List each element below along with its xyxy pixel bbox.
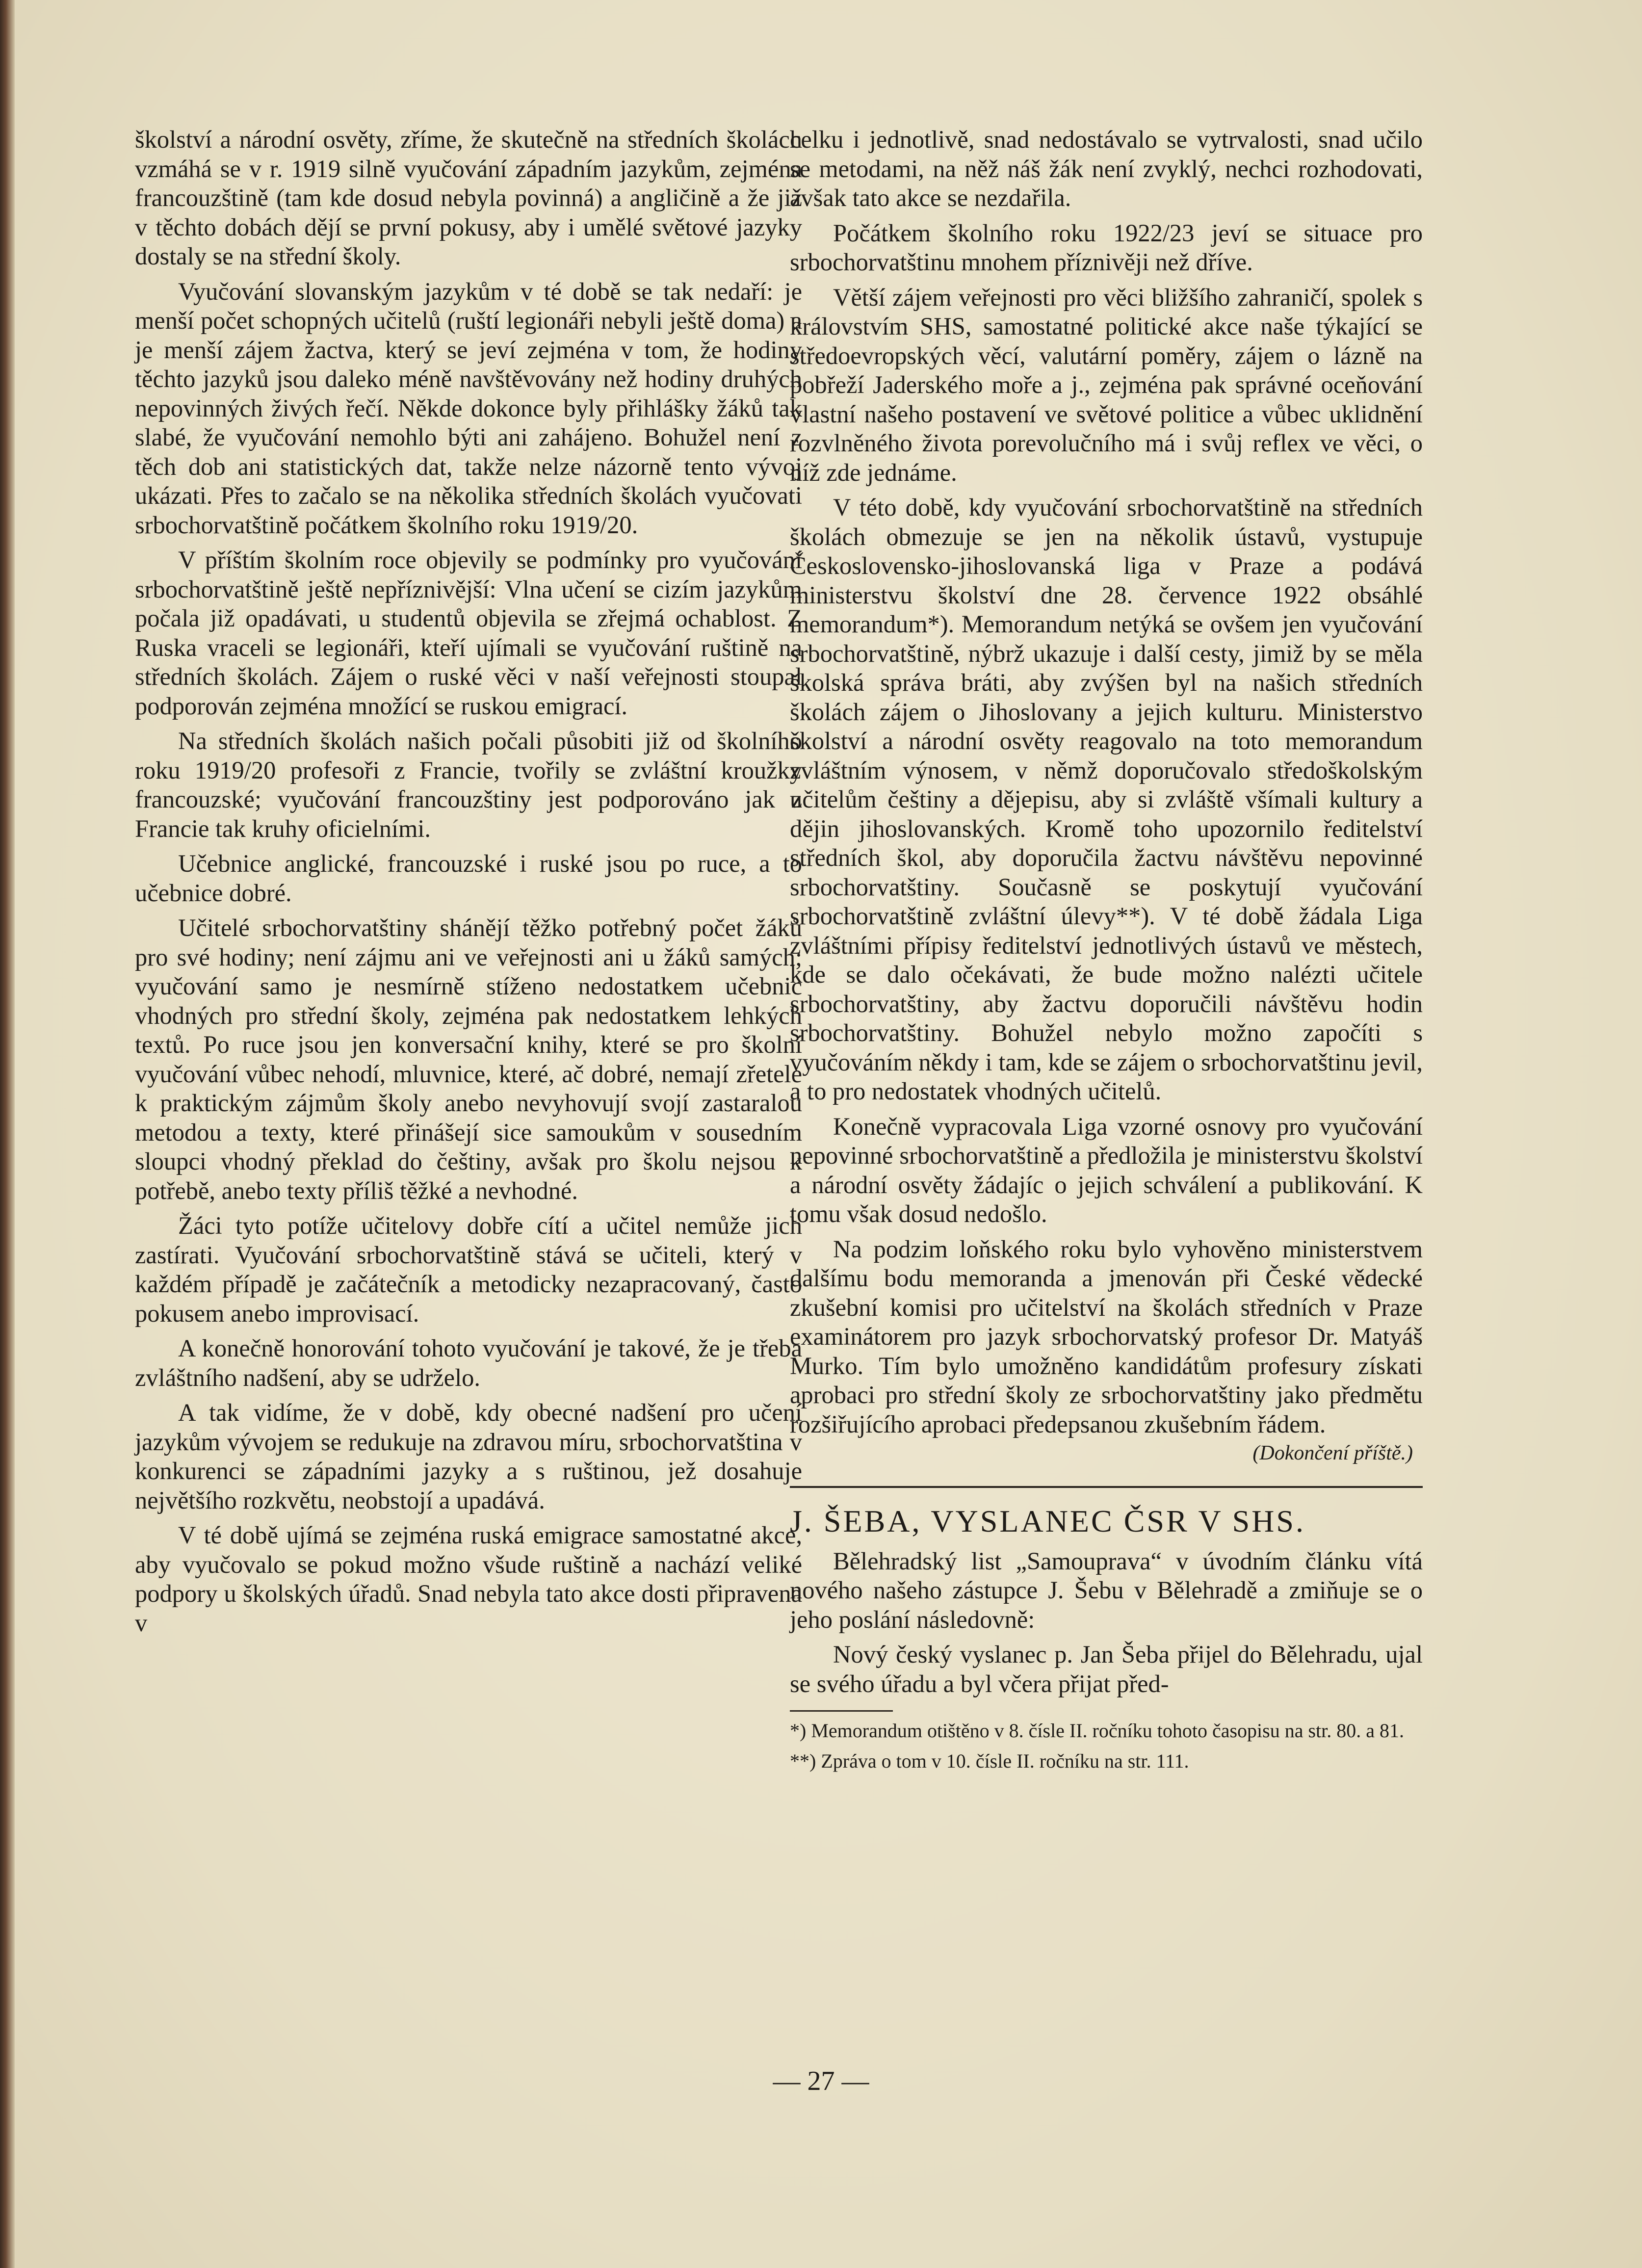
article2-paragraph: Nový český vyslanec p. Jan Šeba přijel do Bělehradu, ujal se svého úřadu a byl včera přijat před- [790, 1641, 1423, 1697]
footnote-rule [790, 1710, 893, 1712]
left-paragraph: A tak vidíme, že v době, kdy obecné nadšení pro učení jazykům vývojem se redukuje na zdravou míru, srbochorvatština v konkurenci se západními jazyky a s ruštinou, jež dosahuje největšího rozkvětu, neobstojí a upadává. [135, 1399, 802, 1514]
article-heading: J. ŠEBA, VYSLANEC ČSR V SHS. [790, 1503, 1305, 1538]
continued-note: (Dokončení příště.) [1252, 1442, 1413, 1464]
left-paragraph: Na středních školách našich počali působiti již od školního roku 1919/20 profesoři z Francie, tvořily se zvláštní kroužky francouzské; vyučování francouzštiny jest podporováno jak z Francie tak kruhy oficielními. [135, 727, 802, 842]
left-paragraph: Vyučování slovanským jazykům v té době se tak nedaří: je menší počet schopných učitelů (ruští legionáři nebyli ještě doma) a je menší zájem žactva, který se jeví zejména v tom, že hodiny těchto jazyků jsou daleko méně navštěvovány než hodiny druhých nepovinných živých řečí. Někde dokonce byly přihlášky žáků tak slabé, že vyučování nemohlo býti ani zahájeno. Bohužel není z těch dob ani statistických dat, takže nelze názorně tento vývoj ukázati. Přes to začalo se na několika středních školách vyučovati srbochorvatštině počátkem školního roku 1919/20. [135, 277, 802, 539]
right-paragraph: Větší zájem veřejnosti pro věci bližšího zahraničí, spolek s královstvím SHS, samostatné politické akce naše týkající se středoevropských věcí, valutární poměry, zájem o lázně na pobřeží Jaderského moře a j., zejména pak správné oceňování vlastní našeho postavení ve světové politice a vůbec uklidnění rozvlněného života porevolučního má i svůj reflex ve věci, o níž zde jednáme. [790, 283, 1423, 486]
left-column [135, 125, 802, 1638]
book-spine-edge [0, 0, 15, 2268]
left-paragraph: Učebnice anglické, francouzské i ruské jsou po ruce, a to učebnice dobré. [135, 850, 802, 907]
right-paragraph: V této době, kdy vyučování srbochorvatštině na středních školách obmezuje se jen na několik ústavů, vystupuje Československo-jihoslovanská liga v Praze a podává ministerstvu školství dne 28. července 1922 obsáhlé memorandum*). Memorandum netýká se ovšem jen vyučování srbochorvatštině, nýbrž ukazuje i další cesty, jimiž by se měla školská správa bráti, aby zvýšen byl na našich středních školách zájem o Jihoslovany a jejich kulturu. Ministerstvo školství a národní osvěty reagovalo na toto memorandum zvláštním výnosem, v němž doporučovalo středoškolským učitelům češtiny a dějepisu, aby si zvláště všímali kultury a dějin jihoslovanských. Kromě toho upozornilo ředitelství středních škol, aby doporučila žactvu návštěvu nepovinné srbochorvatštiny. Současně se poskytují vyučování srbochorvatštině zvláštní úlevy**). V té době žádala Liga zvláštními přípisy ředitelství jednotlivých ústavů ve městech, kde se dalo očekávati, že bude možno nalézti učitele srbochorvatštiny, aby žactvu doporučili návštěvu hodin srbochorvatštiny. Bohužel nebylo možno započíti s vyučováním někdy i tam, kde se zájem o srbochorvatštinu jevil, a to pro nedostatek vhodných učitelů. [790, 494, 1423, 1105]
footnote: *) Memorandum otištěno v 8. čísle II. ročníku tohoto časopisu na str. 80. a 81. [790, 1720, 1405, 1742]
section-divider [790, 1486, 1423, 1488]
right-paragraph: Počátkem školního roku 1922/23 jeví se situace pro srbochorvatštinu mnohem příznivěji než dříve. [790, 219, 1423, 276]
right-paragraph: Na podzim loňského roku bylo vyhověno ministerstvem dalšímu bodu memoranda a jmenován při České vědecké zkušební komisi pro učitelství na školách středních v Praze examinátorem pro jazyk srbochorvatský profesor Dr. Matyáš Murko. Tím bylo umožněno kandidátům profesury získati aprobaci pro střední školy ze srbochorvatštiny jako předmětu rozšiřujícího aprobaci předepsanou zkušebním řádem. [790, 1235, 1423, 1438]
left-paragraph: V té době ujímá se zejména ruská emigrace samostatné akce, aby vyučovalo se pokud možno všude ruštině a nachází veliké podpory u školských úřadů. Snad nebyla tato akce dosti připravena v [135, 1521, 802, 1637]
right-column [790, 125, 1423, 1773]
left-paragraph: A konečně honorování tohoto vyučování je takové, že je třeba zvláštního nadšení, aby se udrželo. [135, 1334, 802, 1391]
right-paragraph: celku i jednotlivě, snad nedostávalo se vytrvalosti, snad učilo se metodami, na něž náš žák není zvyklý, nechci rozhodovati, avšak tato akce se nezdařila. [790, 126, 1423, 211]
article2-paragraph: Bělehradský list „Samouprava“ v úvodním článku vítá nového našeho zástupce J. Šebu v Bělehradě a zmiňuje se o jeho poslání následovně: [790, 1547, 1423, 1633]
continuation-line [790, 1439, 1423, 1468]
right-paragraph: Konečně vypracovala Liga vzorné osnovy pro vyučování nepovinné srbochorvatštině a předložila je ministerstvu školství a národní osvěty žádajíc o jejich schválení a publikování. K tomu však dosud nedošlo. [790, 1112, 1423, 1227]
left-paragraph: školství a národní osvěty, zříme, že skutečně na středních školách vzmáhá se v r. 1919 silně vyučování západním jazykům, zejména francouzštině (tam kde dosud nebyla povinná) a angličině a že již v těchto dobách dějí se první pokusy, aby i umělé světové jazyky dostaly se na střední školy. [135, 126, 802, 270]
page-number: — 27 — [773, 2066, 869, 2096]
left-paragraph: Žáci tyto potíže učitelovy dobře cítí a učitel nemůže jich zastírati. Vyučování srbochorvatštině stává se učiteli, který v každém případě je začátečník a metodicky nezapracovaný, často pokusem anebo improvisací. [135, 1212, 802, 1327]
footnote: **) Zpráva o tom v 10. čísle II. ročníku na str. 111. [790, 1750, 1189, 1772]
left-paragraph: Učitelé srbochorvatštiny shánějí těžko potřebný počet žáků pro své hodiny; není zájmu ani ve veřejnosti ani u žáků samých; vyučování samo je nesmírně stíženo nedostatkem učebnic vhodných pro střední školy, zejména pak nedostatkem lehkých textů. Po ruce jsou jen konversační knihy, které se pro školní vyučování vůbec nehodí, mluvnice, které, ač dobré, nemají zřetele k praktickým zájmům školy anebo nevyhovují svojí zastaralou metodou a texty, které přinášejí sice samoukům v sousedním sloupci vhodný překlad do češtiny, avšak pro školu nejsou k potřebě, anebo texty příliš těžké a nevhodné. [135, 914, 802, 1204]
left-paragraph: V příštím školním roce objevily se podmínky pro vyučování srbochorvatštině ještě nepříznivější: Vlna učení se cizím jazykům počala již opadávati, u studentů objevila se zřejmá ochablost. Z Ruska vraceli se legionáři, kteří ujímali se vyučování ruštině na středních školách. Zájem o ruské věci v naší veřejnosti stoupal podporován zejména množící se ruskou emigrací. [135, 546, 802, 720]
